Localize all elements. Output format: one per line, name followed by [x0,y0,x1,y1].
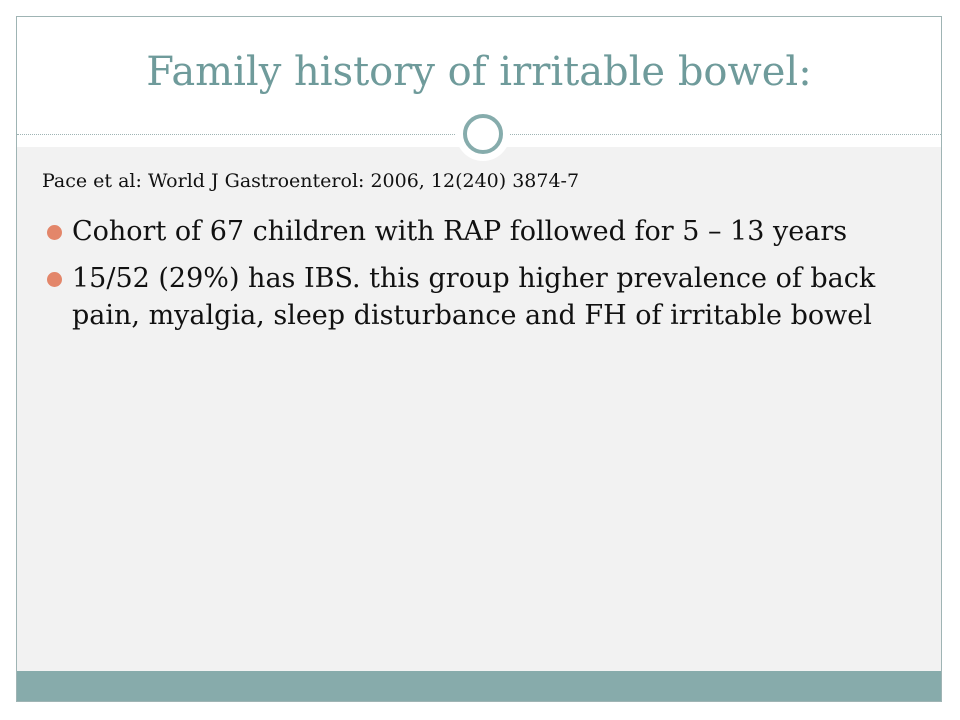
slide-frame [16,16,942,702]
circle-ornament-icon [456,107,510,161]
bullet-item [47,213,907,250]
citation-text: Pace et al: World J Gastroenterol: 2006, 12(240) 3874-7 [42,170,580,192]
circle-ring-icon [463,114,503,154]
bullet-text: 15/52 (29%) has IBS. this group higher prevalence of back pain, myalgia, sleep disturbance and FH of irritable bowel [72,263,876,331]
bullet-text: Cohort of 67 children with RAP followed for 5 – 13 years [72,216,848,247]
bullet-dot-icon [47,272,62,287]
slide-title: Family history of irritable bowel: [146,49,812,95]
bullet-dot-icon [47,225,62,240]
bullet-item [47,260,907,334]
bullet-list [47,213,907,344]
footer-bar [17,671,941,702]
